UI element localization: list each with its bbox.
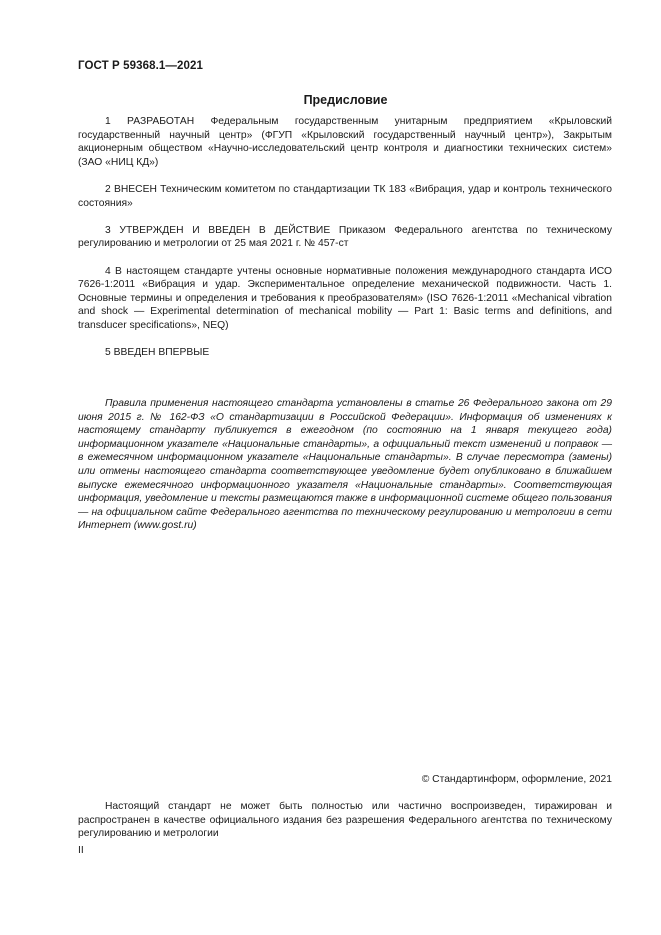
application-notice: Правила применения настоящего стандарта установлены в статье 26 Федерального закона от 29 июня 2015 г. № 162-ФЗ «О стандартизации в Российской Федерации». Информация об изменениях к настоящему стандарту публикуется в ежегодном (по состоянию на 1 января текущего года) информационном указателе «Национальные стандарты», а официальный текст изменений и поправок — в ежемесячном информационном указателе «Национальные стандарты». В случае пересмотра (замены) или отмены настоящего стандарта соответствующее уведомление будет опубликовано в ближайшем выпуске ежемесячного информационного указателя «Национальные стандарты». Соответствующая информация, уведомление и тексты размещаются также в информационной системе общего пользования — на официальном сайте Федерального агентства по техническому регулированию и метрологии в сети Интернет (www.gost.ru): [78, 398, 612, 532]
preface-item-2: 2 ВНЕСЕН Техническим комитетом по стандартизации ТК 183 «Вибрация, удар и контроль технического состояния»: [78, 183, 612, 209]
preface-item-3: 3 УТВЕРЖДЕН И ВВЕДЕН В ДЕЙСТВИЕ Приказом Федерального агентства по техническому регулированию и метрологии от 25 мая 2021 г. № 457-ст: [78, 224, 612, 250]
copyright-line: © Стандартинформ, оформление, 2021: [421, 774, 612, 785]
preface-item-1: 1 РАЗРАБОТАН Федеральным государственным унитарным предприятием «Крыловский государственный научный центр» (ФГУП «Крыловский государственный научный центр»), Закрытым акционерным обществом «Научно-исследовательский центр контроля и диагностики технических систем» (ЗАО «НИЦ КД»): [78, 116, 612, 168]
reproduction-rights: Настоящий стандарт не может быть полностью или частично воспроизведен, тиражирован и распространен в качестве официального издания без разрешения Федерального агентства по техническому регулированию и метрологии: [78, 801, 612, 840]
preface-title: Предисловие: [303, 93, 388, 107]
standard-code: ГОСТ Р 59368.1—2021: [78, 60, 203, 72]
preface-item-5: 5 ВВЕДЕН ВПЕРВЫЕ: [105, 347, 210, 359]
preface-item-4: 4 В настоящем стандарте учтены основные нормативные положения международного стандарта ИСО 7626-1:2011 «Вибрация и удар. Экспериментальное определение механической подвижности. Часть 1. Основные термины и определения и требования к преобразователям» (ISO 7626-1:2011 «Mechanical vibration and shock — Experimental determination of mechanical mobility — Part 1: Basic terms and definitions, and transducer specifications», NEQ): [78, 265, 612, 331]
page-number: II: [78, 845, 84, 856]
preface-body: [78, 115, 612, 373]
